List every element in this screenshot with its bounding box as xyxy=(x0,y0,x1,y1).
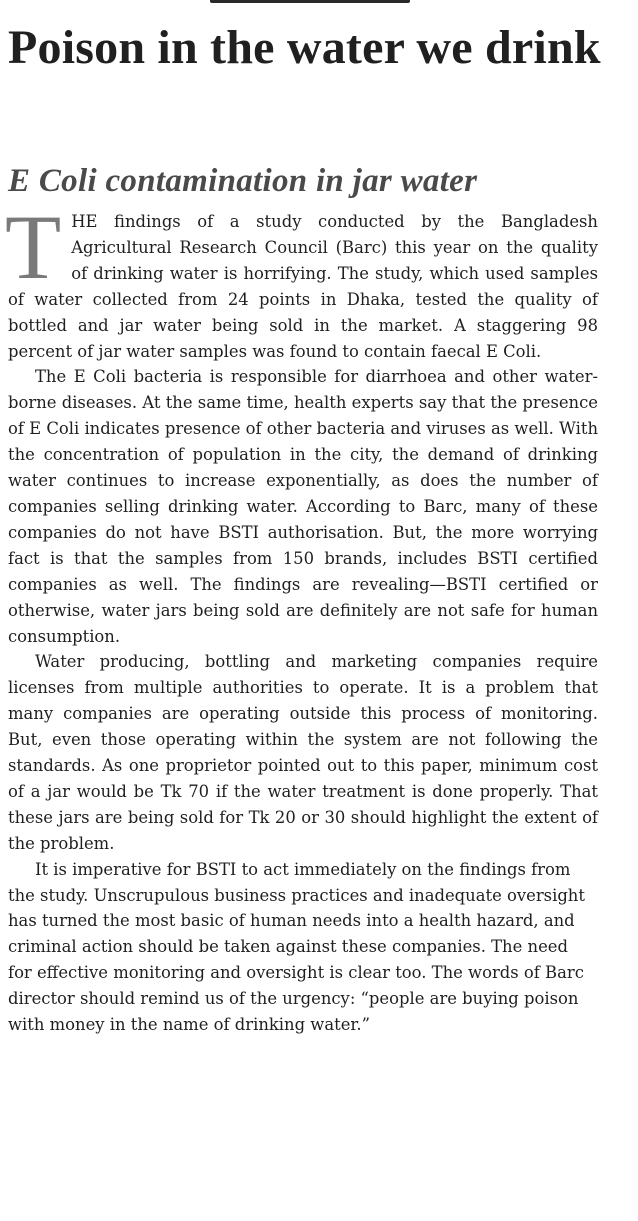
paragraph-4: It is imperative for BSTI to act immediately on the findings from the study. Unscrupulous business practices and inadequate oversight has turned the most basic of human needs into a health hazard, and criminal action should be taken against these companies. The need for effective monitoring and oversight is clear too. The words of Barc director should remind us of the urgency: “people are buying poison with money in the name of drinking water.” xyxy=(8,859,585,1035)
subheadline: E Coli contamination in jar water xyxy=(8,163,478,199)
paragraph-1 xyxy=(5,196,598,364)
article-body xyxy=(5,196,598,1038)
drop-cap: T xyxy=(5,196,62,298)
paragraph-2: The E Coli bacteria is responsible for diarrhoea and other water-borne diseases. At the same time, health experts say that the presence of E Coli indicates presence of other bacteria and viruses as well. With the concentration of population in the city, the demand of drinking water continues to increase exponentially, as does the number of companies selling drinking water. According to Barc, many of these companies do not have BSTI authorisation. But, the more worrying fact is that the samples from 150 brands, includes BSTI certified companies as well. The findings are revealing—BSTI certified or otherwise, water jars being sold are definitely are not safe for human consumption. xyxy=(8,367,598,646)
paragraph-3: Water producing, bottling and marketing companies require licenses from multiple authorities to operate. It is a problem that many companies are operating outside this process of monitoring. But, even those operating within the system are not following the standards. As one proprietor pointed out to this paper, minimum cost of a jar would be Tk 70 if the water treatment is done properly. That these jars are being sold for Tk 20 or 30 should highlight the extent of the problem. xyxy=(8,652,598,853)
headline: Poison in the water we drink xyxy=(8,21,601,74)
top-divider xyxy=(210,0,410,3)
paragraph-1-text: HE findings of a study conducted by the Bangladesh Agricultural Research Council (Barc) this year on the quality of drinking water is horrifying. The study, which used samples of water collected from 24 points in Dhaka, tested the quality of bottled and jar water being sold in the market. A staggering 98 percent of jar water samples was found to contain faecal E Coli. xyxy=(8,212,598,361)
